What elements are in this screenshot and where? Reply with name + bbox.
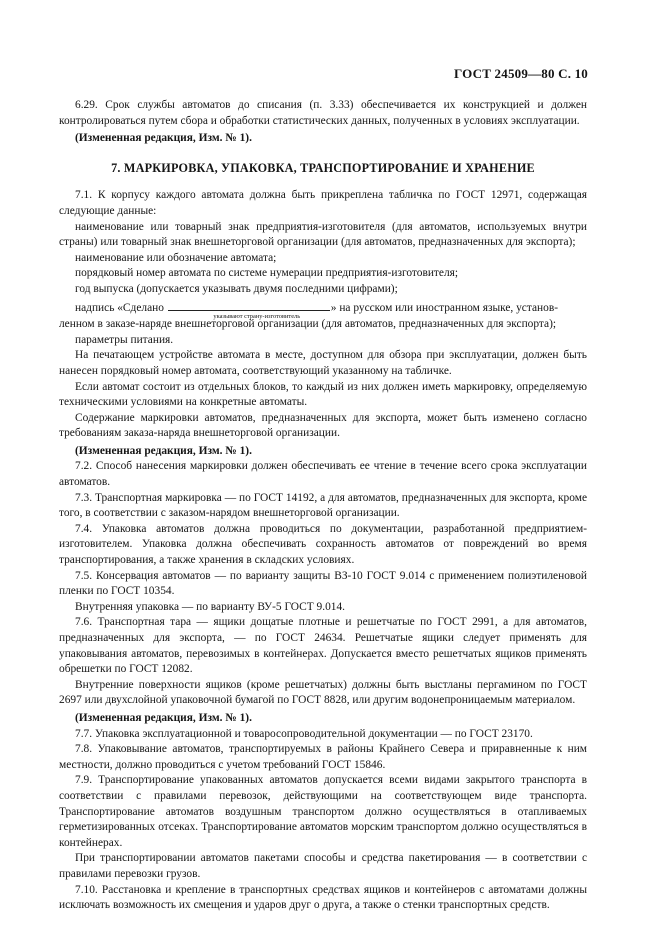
clause-7-1-export: Содержание маркировки автоматов, предназначенных для экспорта, может быть изменено согласно требованиям заказа-наряда внешнеторговой организации.: [59, 411, 587, 440]
made-in-suffix: » на русском или иностранном языке, установ-: [330, 301, 558, 314]
section-title: 7. МАРКИРОВКА, УПАКОВКА, ТРАНСПОРТИРОВАНИЕ И ХРАНЕНИЕ: [111, 160, 535, 175]
country-blank-caption: указывают страну-изготовитель: [213, 312, 301, 320]
list-item: порядковый номер автомата по системе нумерации предприятия-изготовителя;: [75, 267, 459, 280]
clause-7-8: 7.8. Упаковывание автоматов, транспортируемых в районы Крайнего Севера и приравненные к ним местности, должно проводиться с учетом требований ГОСТ 15846.: [59, 743, 587, 771]
clause-7-9: 7.9. Транспортирование упакованных автоматов допускается всеми видами закрытого транспорта в соответствии с правилами перевозок, действующими на соответствующем виде транспорта. Транспортирование автоматов воздушным транспортом должно осуществляться в отапливаемых герметизированных отсеках. Транспортирование автоматов морским транспортом должно осуществляться в контейнерах.: [59, 774, 587, 849]
clause-7-3: 7.3. Транспортная маркировка — по ГОСТ 14192, а для автоматов, предназначенных для экспорта, кроме того, в соответствии с заказом-нарядом внешнеторговой организации.: [59, 491, 587, 520]
edit-note: (Измененная редакция, Изм. № 1).: [75, 444, 252, 457]
page-header: ГОСТ 24509—80 С. 10: [454, 66, 588, 81]
made-in-continuation: ленном в заказе-наряде внешнеторговой организации (для автоматов, предназначенных для экспорта);: [59, 318, 557, 331]
clause-7-1-printer: На печатающем устройстве автомата в месте, доступном для обзора при эксплуатации, должен быть нанесен порядковый номер автомата, соответствующий указанному на табличке.: [59, 349, 587, 377]
edit-note: (Измененная редакция, Изм. № 1).: [75, 711, 252, 724]
clause-7-1: 7.1. К корпусу каждого автомата должна быть прикреплена табличка по ГОСТ 12971, содержащая следующие данные:: [59, 189, 587, 217]
list-item: год выпуска (допускается указывать двумя последними цифрами);: [75, 282, 398, 295]
document-body: [59, 98, 587, 914]
clause-7-5: 7.5. Консервация автоматов — по варианту защиты ВЗ-10 ГОСТ 9.014 с применением полиэтиленовой пленки по ГОСТ 10354.: [59, 569, 587, 598]
made-in-line: [59, 301, 587, 320]
country-blank: [168, 301, 330, 320]
clause-7-7: 7.7. Упаковка эксплуатационной и товаросопроводительной документации — по ГОСТ 23170.: [75, 727, 533, 740]
clause-7-5-inner: Внутренняя упаковка — по варианту ВУ-5 ГОСТ 9.014.: [75, 600, 346, 613]
made-in-prefix: надпись «Сделано: [75, 301, 164, 314]
clause-7-4: 7.4. Упаковка автоматов должна проводиться по документации, разработанной предприятием-изготовителем. Упаковка должна обеспечивать сохранность автоматов от повреждений во время транспортирования, а также хранения в складских условиях.: [59, 522, 587, 567]
list-item: параметры питания.: [75, 333, 174, 346]
clause-6-29: 6.29. Срок службы автоматов до списания (п. 3.33) обеспечивается их конструкцией и должен контролироваться путем сбора и обработки статистических данных, полученных в условиях эксплуатации.: [59, 99, 587, 127]
list-item: наименование или товарный знак предприятия-изготовителя (для автоматов, используемых внутри страны) или товарный знак внешнеторговой организации (для автоматов, предназначенных для экспорта);: [59, 220, 587, 249]
clause-7-10: 7.10. Расстановка и крепление в транспортных средствах ящиков и контейнеров с автоматами должны исключать возможность их смещения и ударов друг о друга, а также о стенки транспортных средств.: [59, 883, 587, 912]
clause-7-9-packets: При транспортировании автоматов пакетами способы и средства пакетирования — в соответствии с правилами перевозки грузов.: [59, 852, 587, 880]
list-item: наименование или обозначение автомата;: [75, 251, 277, 264]
clause-7-6: 7.6. Транспортная тара — ящики дощатые плотные и решетчатые по ГОСТ 2991, а для автоматов, предназначенных для экспорта, — по ГОСТ 24634. Решетчатые ящики следует применять для упаковывания автоматов, перевозимых в контейнерах. Допускается вместо решетчатых ящиков применять обрешетки по ГОСТ 12082.: [59, 616, 587, 676]
clause-7-6-inner: Внутренние поверхности ящиков (кроме решетчатых) должны быть выстланы пергамином по ГОСТ 2697 или двухслойной упаковочной бумагой по ГОСТ 8828, или другим водонепроницаемым материалом.: [59, 678, 587, 707]
clause-7-2: 7.2. Способ нанесения маркировки должен обеспечивать ее чтение в течение всего срока эксплуатации автоматов.: [59, 460, 587, 489]
edit-note: (Измененная редакция, Изм. № 1).: [75, 132, 252, 145]
clause-7-1-blocks: Если автомат состоит из отдельных блоков, то каждый из них должен иметь маркировку, определяемую техническими условиями на конкретные автоматы.: [59, 380, 587, 409]
